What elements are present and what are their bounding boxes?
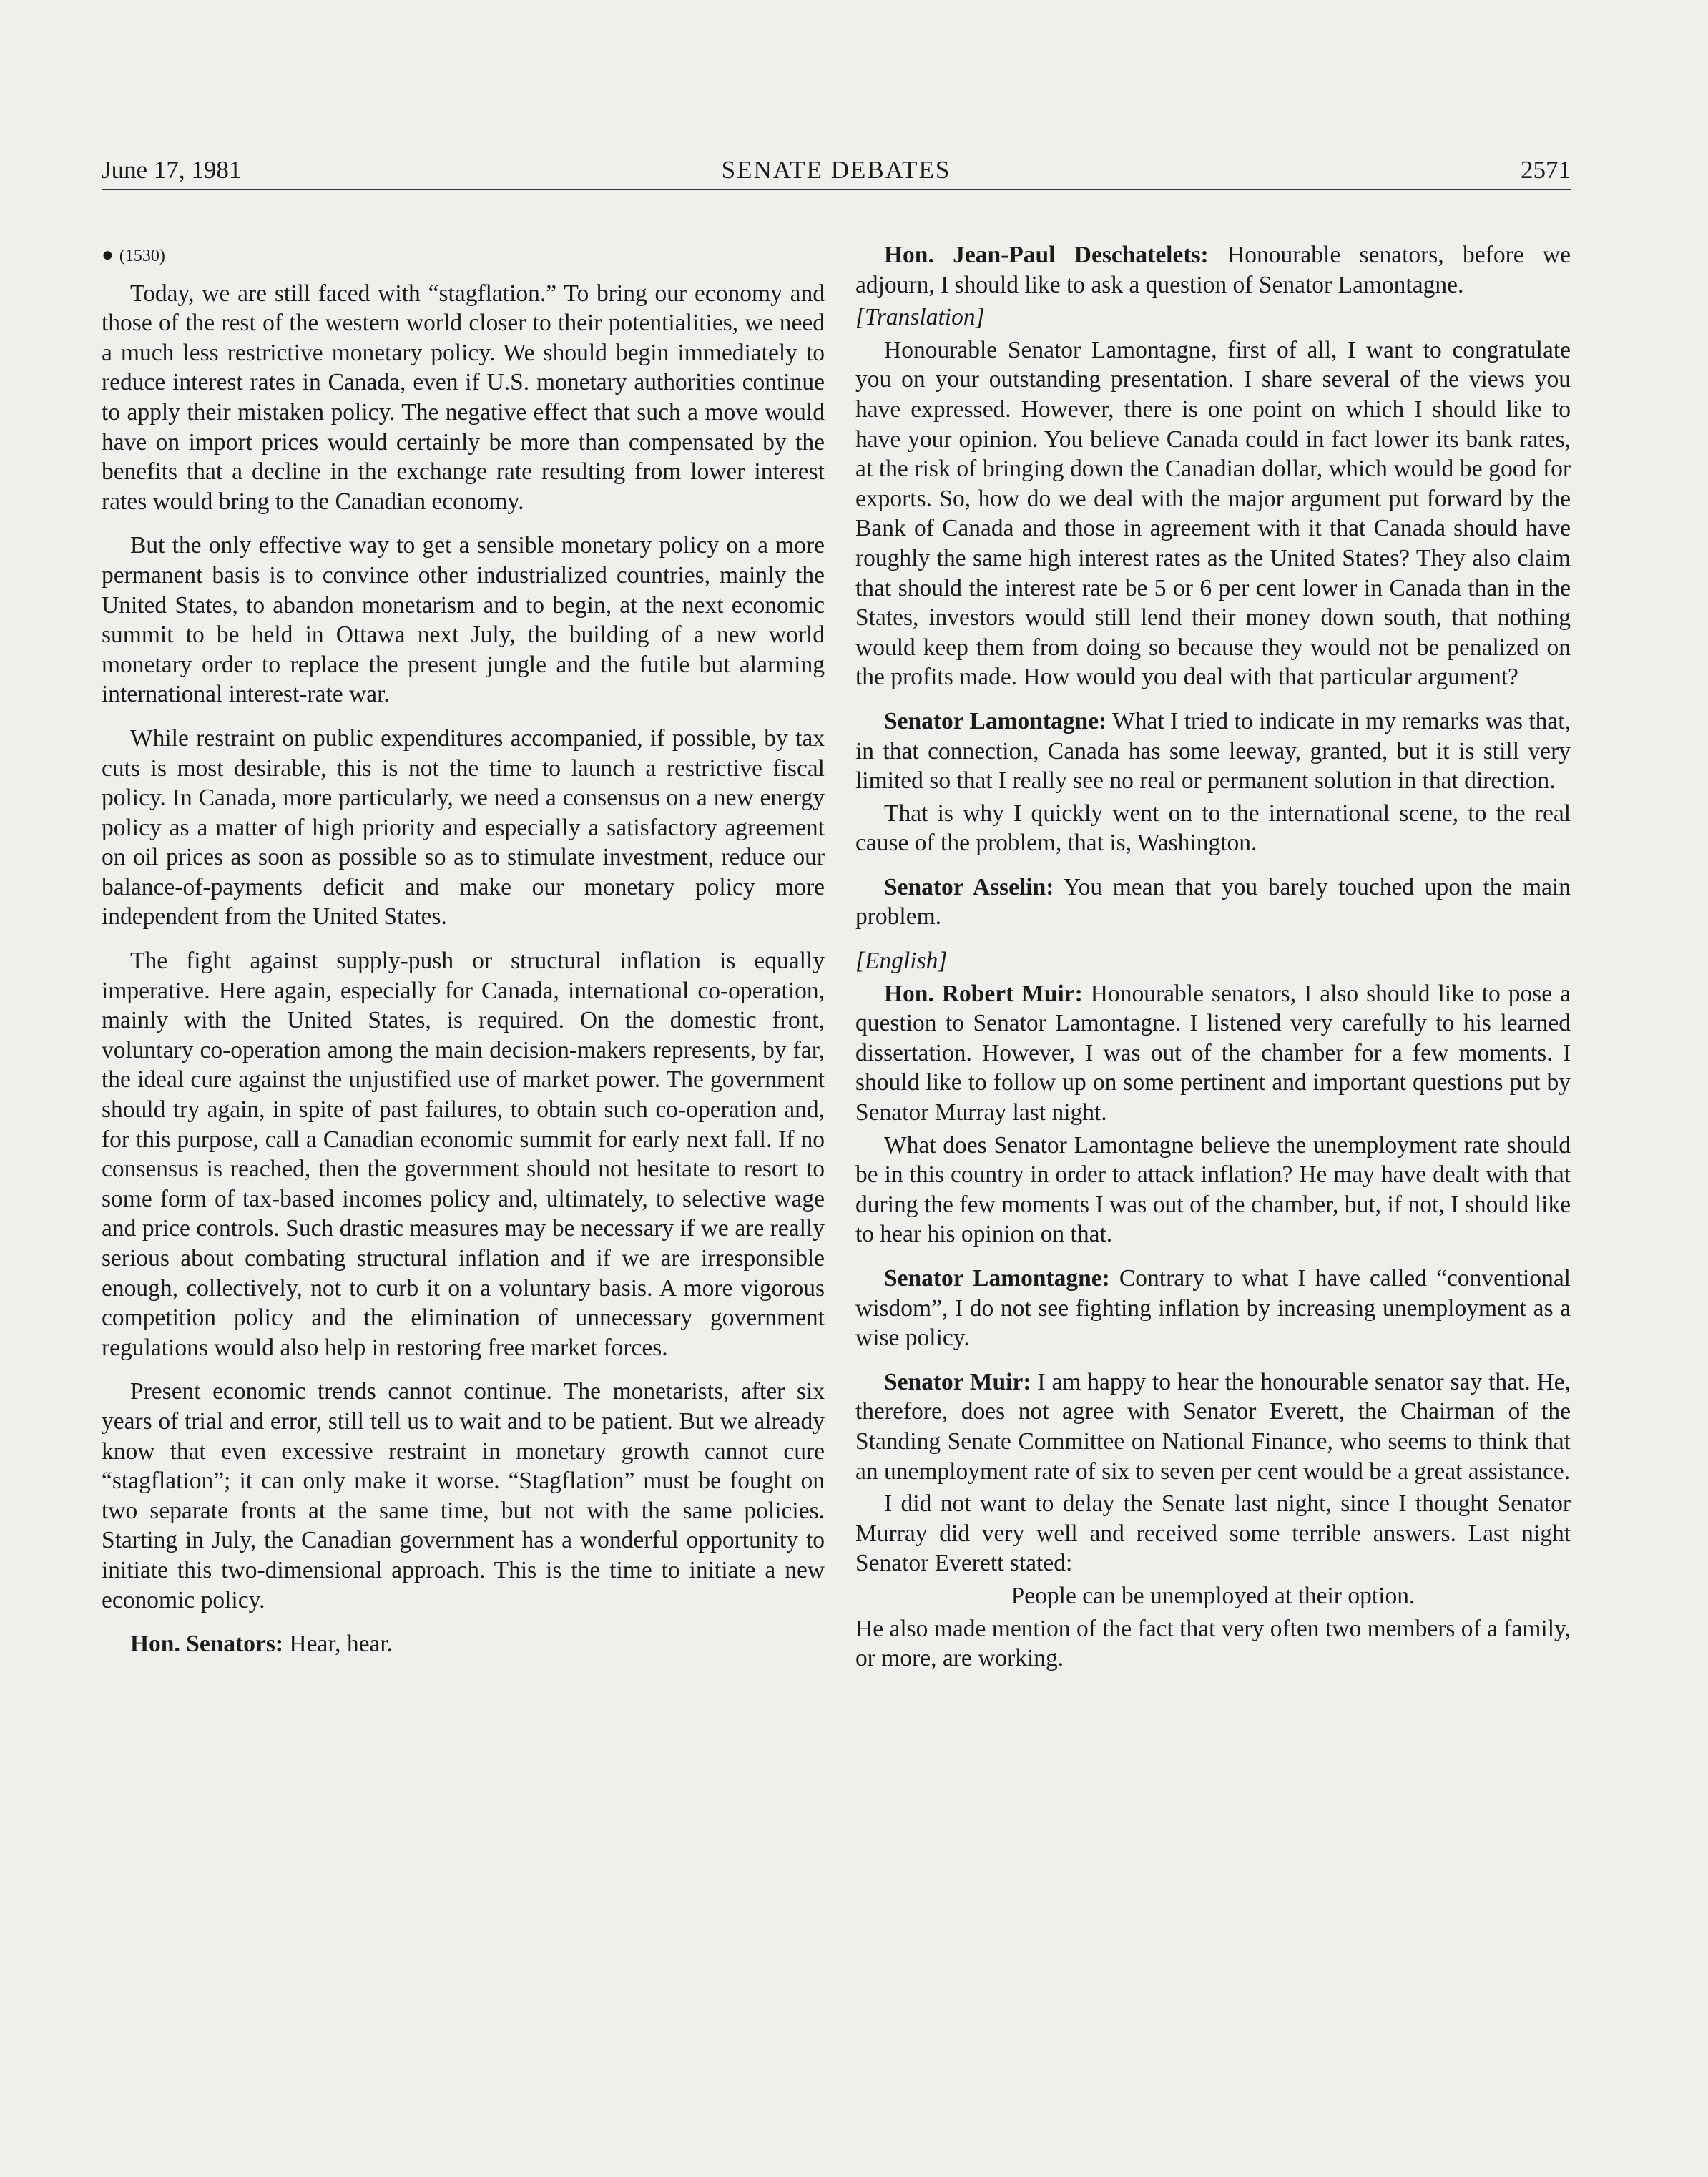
speech	[855, 1367, 1571, 1486]
speaker-name: Senator Asselin:	[884, 873, 1054, 900]
speech	[855, 979, 1571, 1128]
speech-text: Honourable senators, before we adjourn, I should like to ask a question of Senator Lamontagne.	[855, 242, 1571, 298]
bullet-icon: ●	[102, 244, 114, 266]
header-date: June 17, 1981	[102, 156, 242, 184]
speech	[855, 1264, 1571, 1353]
header-page-number: 2571	[1521, 156, 1571, 184]
speech	[102, 1629, 825, 1659]
speech-text: Contrary to what I have called “conventional wisdom”, I do not see fighting inflation by increasing unemployment as a wise policy.	[855, 1265, 1571, 1352]
running-header	[102, 153, 1571, 190]
language-tag: [Translation]	[855, 304, 985, 331]
paragraph: Present economic trends cannot continue. The monetarists, after six years of trial and error, still tell us to wait and to be patient. But we already know that even excessive restraint in monetary growth cannot cure “stagflation”; it can only make it worse. “Stagflation” must be fought on two separate fronts at the same time, but not with the same policies. Starting in July, the Canadian government has a wonderful opportunity to initiate this two-dimensional approach. This is the time to initiate a new economic policy.	[102, 1378, 825, 1613]
left-column	[102, 240, 825, 1674]
speech-text: You mean that you barely touched upon the main problem.	[855, 873, 1571, 930]
paragraph: I did not want to delay the Senate last night, since I thought Senator Murray did very well and received some terrible answers. Last night Senator Everett stated:	[855, 1490, 1571, 1577]
paragraph: That is why I quickly went on to the international scene, to the real cause of the problem, that is, Washington.	[855, 800, 1571, 857]
paragraph: While restraint on public expenditures accompanied, if possible, by tax cuts is most desirable, this is not the time to launch a restrictive fiscal policy. In Canada, more particularly, we need a consensus on a new energy policy as a matter of high priority and especially a satisfactory agreement on oil prices as soon as possible so as to stimulate investment, reduce our balance-of-payments deficit and make our monetary policy more independent from the United States.	[102, 724, 825, 930]
speaker-name: Senator Lamontagne:	[884, 707, 1107, 734]
paragraph: He also made mention of the fact that very often two members of a family, or more, are working.	[855, 1615, 1571, 1672]
speaker-name: Hon. Jean-Paul Deschatelets:	[884, 242, 1209, 268]
block-quote: People can be unemployed at their option.	[1011, 1582, 1415, 1609]
speech	[855, 873, 1571, 932]
paragraph: What does Senator Lamontagne believe the unemployment rate should be in this country in order to attack inflation? He may have dealt with that during the few moments I was out of the chamber, but, if not, I should like to hear his opinion on that.	[855, 1131, 1571, 1248]
speech-text: Hear, hear.	[283, 1631, 393, 1658]
time-marker	[102, 240, 825, 272]
speech-text: I am happy to hear the honourable senator say that. He, therefore, does not agree with Senator Everett, the Chairman of the Standing Senate Committee on National Finance, who seems to think that an unemployment rate of six to seven per cent would be a great assistance.	[855, 1368, 1571, 1485]
speaker-name: Senator Lamontagne:	[884, 1265, 1110, 1292]
time-marker-text: (1530)	[119, 247, 165, 265]
speech	[855, 240, 1571, 300]
speaker-name: Senator Muir:	[884, 1368, 1031, 1395]
paragraph: The fight against supply-push or structural inflation is equally imperative. Here again, especially for Canada, international co-operation, mainly with the United States, is required. On the domestic front, voluntary co-operation among the main decision-makers represents, by far, the ideal cure against the unjustified use of market power. The government should try again, in spite of past failures, to obtain such co-operation and, for this purpose, call a Canadian economic summit for early next fall. If no consensus is reached, then the government should not hesitate to resort to some form of tax-based incomes policy and, ultimately, to selective wage and price controls. Such drastic measures may be necessary if we are really serious about combating structural inflation and if we are irresponsible enough, collectively, not to curb it on a voluntary basis. A more vigorous competition policy and the elimination of unnecessary government regulations would also help in restoring free market forces.	[102, 948, 825, 1361]
language-tag: [English]	[855, 948, 948, 975]
paragraph: But the only effective way to get a sensible monetary policy on a more permanent basis is to convince other industrialized countries, mainly the United States, to abandon monetarism and to begin, at the next economic summit to be held in Ottawa next July, the building of a new world monetary order to replace the present jungle and the futile but alarming international interest-rate war.	[102, 532, 825, 708]
paragraph: Today, we are still faced with “stagflation.” To bring our economy and those of the rest of the western world closer to their potentialities, we need a much less restrictive monetary policy. We should begin immediately to reduce interest rates in Canada, even if U.S. monetary authorities continue to apply their mistaken policy. The negative effect that such a move would have on import prices would certainly be more than compensated by the benefits that a decline in the exchange rate resulting from lower interest rates would bring to the Canadian economy.	[102, 280, 825, 515]
speech	[855, 707, 1571, 796]
right-column	[855, 240, 1571, 1688]
speech-text: Honourable senators, I also should like to pose a question to Senator Lamontagne. I listened very carefully to his learned dissertation. However, I was out of the chamber for a few moments. I should like to follow up on some pertinent and important questions put by Senator Murray last night.	[855, 980, 1571, 1126]
speaker-name: Hon. Senators:	[130, 1631, 284, 1658]
speaker-name: Hon. Robert Muir:	[884, 980, 1083, 1007]
header-title: SENATE DEBATES	[721, 156, 951, 184]
paragraph: Honourable Senator Lamontagne, first of all, I want to congratulate you on your outstanding presentation. I share several of the views you have expressed. However, there is one point on which I should like to have your opinion. You believe Canada could in fact lower its bank rates, at the risk of bringing down the Canadian dollar, which would be good for exports. So, how do we deal with the major argument put forward by the Bank of Canada and those in agreement with it that Canada should have roughly the same high interest rates as the United States? They also claim that should the interest rate be 5 or 6 per cent lower in Canada than in the States, investors would still lend their money down south, that nothing would keep them from doing so because they would not be penalized on the profits made. How would you deal with that particular argument?	[855, 336, 1571, 691]
speech-text: What I tried to indicate in my remarks was that, in that connection, Canada has some leeway, granted, but it is still very limited so that I really see no real or permanent solution in that direction.	[855, 707, 1571, 795]
